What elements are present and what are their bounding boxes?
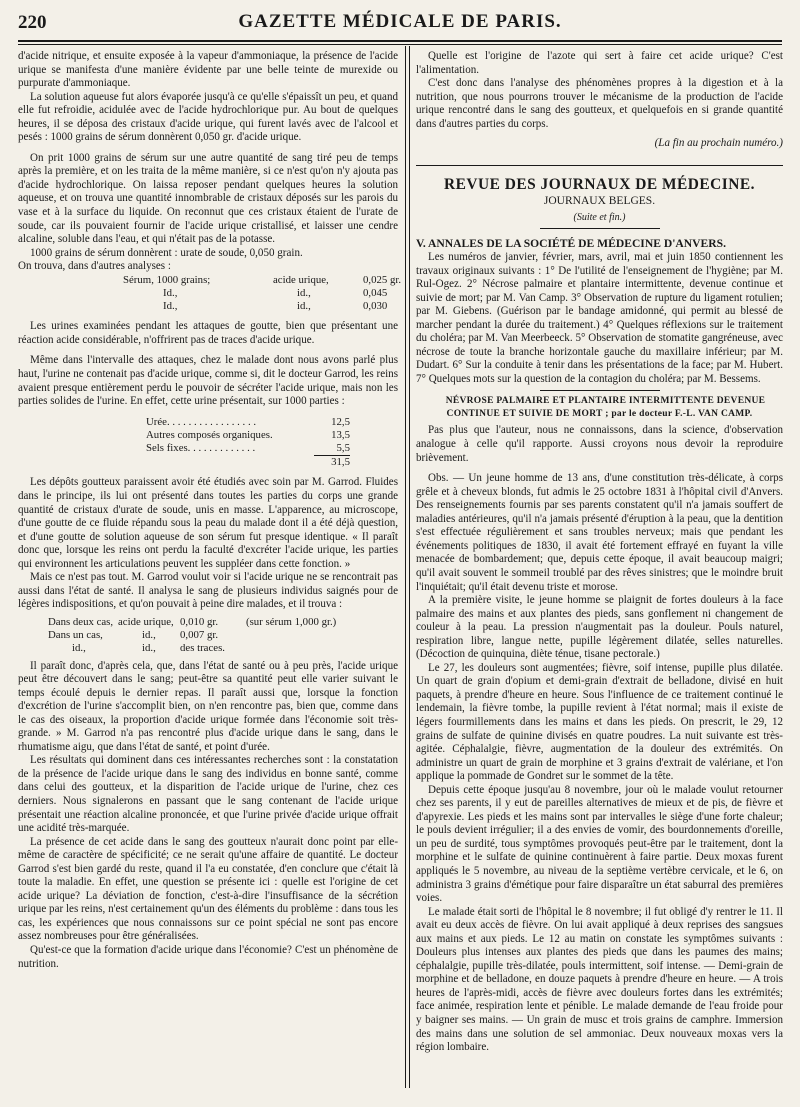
paragraph: Les résultats qui dominent dans ces intéressantes recherches sont : la constatation de la présence de l'acide urique dans le sang des individus en bonne santé, comme dans celui des goutteux, et la disparition de l'acide urique de l'urine, chez ces derniers. Nous signalerons en passant que le sang contenant de l'acide urique présentait une réaction alcaline prononcée, et que l'urine privée d'acide urique offrait une acidité très-marquée. (18, 754, 398, 835)
table-cell: 0,030 (363, 300, 388, 313)
page-number: 220 (18, 12, 47, 33)
paragraph: d'acide nitrique, et ensuite exposée à la vapeur d'ammoniaque, la présence de l'acide urique se manifesta d'une manière évidente par une belle teinte de murexide ou purpurate d'ammoniaque. (18, 50, 398, 90)
paragraph: La solution aqueuse fut alors évaporée jusqu'à ce qu'elle s'épaissît un peu, et quand elle fut refroidie, acidulée avec de l'acide hydrochlorique pur. Au bout de quelques heures, il se déposa des cristaux d'acide urique, qui furent lavés avec de l'alcool et pesés : 1000 grains de sérum donnèrent 0,050 gr. d'acide urique. (18, 90, 398, 144)
paragraph: Les numéros de janvier, février, mars, avril, mai et juin 1850 contiennent les travaux originaux suivants : 1° De l'utilité de l'enseignement de l'hygiène; par M. Rul-Ogez. 2° Nécrose palmaire et plantaire intermittente, devenue continue et suivie de mort; par M. Van Camp. 3° Observation de rupture du ligament rotulien; par M. Giebens. (Guérison par le bandage amidonné, qui permit au blessé de marcher pendant la durée du traitement.) 4° Quelques réflexions sur le traitement du choléra; par M. Van Meerbeeck. 5° Observation de stomatite gangréneuse, avec nécrose de toute la branche horizontale gauche du maxillaire inférieur; par M. Dudart. 6° Sur la conduite à tenir dans les présentations de la face; par M. Hubert. 7° Quelques mots sur la question de la contagion du choléra; par M. Bessems. (416, 251, 783, 385)
column-divider-thin (409, 46, 410, 1088)
table-cell: id., (297, 300, 311, 313)
table-cell: Sels fixes. . . . . . . . . . . . . (146, 442, 256, 455)
table-cell: Autres composés organiques. (146, 428, 273, 441)
table-cell: des traces. (180, 642, 225, 655)
table-cell: Id., (163, 300, 178, 313)
table-total: 31,5 (314, 455, 350, 469)
paragraph: Obs. — Un jeune homme de 13 ans, d'une constitution très-délicate, à corps grêle et à cheveux blonds, fut admis le 25 octobre 1831 à l'hôpital civil d'Anvers. Des renseignements fournis par ses parents constatent qu'il n'a jamais souffert de maladies antérieures, qu'il n'a jamais présenté d'éruption à la peau, que la dentition s'est effectuée régulièrement et sans troubles nerveux; mais que pendant les événements politiques de 1830, il avait été fortement effrayé en fuyant la ville menacée de bombardement; que, depuis cette époque, il avait beaucoup maigri; qu'il avait souvent le sommeil troublé par des rêves sinistres; que le moindre bruit l'inquiétait; qu'il était devenu triste et morose. (416, 472, 783, 593)
continued-note: (Suite et fin.) (573, 211, 626, 223)
table-cell: 0,045 (363, 286, 388, 299)
left-column (18, 50, 402, 971)
table-cell: Id., (163, 286, 178, 299)
serum-table (123, 273, 402, 314)
separator (540, 228, 660, 229)
paragraph: Qu'est-ce que la formation d'acide urique dans l'économie? C'est un phénomène de nutrition. (18, 944, 398, 970)
table-cell: id., (142, 642, 156, 655)
paragraph: A la première visite, le jeune homme se plaignit de fortes douleurs à la face palmaire des mains et aux plantes des pieds, sans gonflement ni changement de couleur à la peau. La pression n'augmentait pas la douleur. Pouls naturel, respiration libre, langue nette, pupille légèrement dilatée, selles naturelles. (Décoction de quinquina, diète ténue, tisane pectorale.) (416, 594, 783, 661)
paragraph: Les urines examinées pendant les attaques de goutte, bien que présentant une réaction acide considérable, n'offrirent pas de traces d'acide urique. (18, 320, 398, 346)
table-cell: (sur sérum 1,000 gr.) (246, 615, 337, 628)
table-cell: id., (142, 629, 156, 642)
table-cell: 0,010 gr. (180, 615, 219, 628)
paragraph: On trouva, dans d'autres analyses : (18, 260, 171, 273)
section-subtitle: JOURNAUX BELGES. (543, 195, 656, 208)
table-cell: Urée. . . . . . . . . . . . . . . . . (146, 415, 257, 428)
paragraph: Il paraît donc, d'après cela, que, dans l'état de santé ou à peu près, l'acide urique peut être découvert dans le sang; peut-être sa quantité peut elle varier suivant le temps écoulé depuis le dernier repas. Il paraît aussi que, lorsque la fonction d'excrétion de l'urine s'accomplit bien, on n'en rencontre pas, bien que, comme dans le cas des oiseaux, la proportion d'acide urique formée dans l'économie soit très-grande. » M. Garrod n'a pas rencontré plus d'acide urique dans le sang, dans le rhumatisme aigu, que dans l'état de santé, et point d'urée. (18, 659, 398, 753)
table-cell: 5,5 (336, 442, 350, 455)
section-title: REVUE DES JOURNAUX DE MÉDECINE. (416, 165, 783, 192)
paragraph: Depuis cette époque jusqu'au 8 novembre, jour où le malade voulut retourner chez ses parents, il y eut de pareilles alternatives de mieux et de pis, de fièvre et d'apyrexie. Les pieds et les mains sont par intervalles le siège d'une forte chaleur; le pouls devient irrégulier; il a des envies de vomir, des bourdonnements d'oreille, un peu de surdité, tous symptômes provoqués peut-être par le traitement, dont la morphine et le sulfate de quinine continuèrent à faire partie. Deux moxas furent appliqués le 5 novembre, au niveau de la septième vertèbre cervicale, et le 6, on administra 3 grains d'émétique pour faire disparaître un état saburral des premières voies. (416, 783, 783, 905)
column-divider (405, 46, 406, 1088)
paragraph: Le malade était sorti de l'hôpital le 8 novembre; il fut obligé d'y rentrer le 11. Il avait eu deux accès de fièvre. On lui avait appliqué à deux reprises des sangsues aux mains et aux pieds. Le 12 au matin on constate les symptômes suivants : Douleurs plus intenses aux plantes des pieds que dans les paumes des mains; céphalalgie, pupille très-dilatée, pouls intermittent, soif intense. — Demi-grain de morphine et de belladone, en douze paquets à prendre d'heure en heure. — A trois heures de l'après-midi, accès de fièvre avec douleurs fortes dans les extrémités; face animée, respiration lente et pénible. Le malade demande de l'eau froide pour y baigner ses mains. — Un grain de musc et trois grains de camphre. Immersion des mains dans une solution de sel ammoniac. Deux nouveaux moxas vers la région lombaire. (416, 905, 783, 1054)
paragraph: On prit 1000 grains de sérum sur une autre quantité de sang tiré peu de temps après la première, et on les traita de la même manière, si ce n'est qu'on n'y ajouta pas d'acide hydrochlorique. On laissa reposer pendant quelques heures la solution aqueuse, et on trouva une quantité innombrable de cristaux déposés sur les parois du vase et à la surface du liquide. On reconnut que ces cristaux étaient de l'urate de soude, car ils pouvaient fournir de l'acide urique cristallisé, et laisser une cendre alcaline, soluble dans l'eau, et qui n'était pas de la potasse. (18, 151, 398, 246)
table-cell: acide urique, (273, 273, 329, 286)
paragraph: Pas plus que l'auteur, nous ne connaissons, dans la science, d'observation analogue à celle qu'il rapporte. Aussi croyons nous devoir la reproduire brièvement. (416, 424, 783, 464)
paragraph: La présence de cet acide dans le sang des goutteux n'aurait donc point par elle-même de caractère de spécificité; ce ne serait qu'une affaire de quantité. Le docteur Garrod s'est bien gardé du reste, quand il l'a eu constatée, d'en conclure que c'était là toute la maladie. En effet, une question se présente ici : quelle est l'origine de cet acide urique? La déviation de fonction, c'est-à-dire l'insuffisance de la sécrétion urique par les reins, n'est certainement qu'un des éléments du problème : dans tous les cas, les expériences que nous connaissons sur ce point spécial ne sont pas encore assez nombreuses pour être généralisées. (18, 835, 398, 943)
table-cell: Sérum, 1000 grains; (123, 273, 211, 286)
table-cell: acide urique, (118, 615, 174, 628)
table-cell: 13,5 (331, 428, 350, 441)
table-cell: id., (72, 642, 86, 655)
paragraph: Mais ce n'est pas tout. M. Garrod voulut voir si l'acide urique ne se rencontrait pas aussi dans l'état de santé. Il analysa le sang de plusieurs individus saignés pour de légères indispositions, et qu'on pouvait à peine dire malades, et il trouva : (18, 571, 398, 611)
table-cell: 0,007 gr. (180, 629, 219, 642)
paragraph: Même dans l'intervalle des attaques, chez le malade dont nous avons parlé plus haut, l'urine ne contenait pas d'acide urique, comme si, dit le docteur Garrod, les reins avaient presque entièrement perdu le pouvoir de sécréter l'acide urique, mais non les parties solides de l'urine. En effet, cette urine présentait, sur 1000 parties : (18, 354, 398, 408)
paragraph: Quelle est l'origine de l'azote qui sert à faire cet acide urique? C'est l'alimentation. (416, 50, 783, 76)
healthy-table (48, 616, 398, 656)
subsection-heading: V. ANNALES DE LA SOCIÉTÉ DE MÉDECINE D'ANVERS. (416, 237, 726, 251)
paragraph: Les dépôts goutteux paraissent avoir été étudiés avec soin par M. Garrod. Fluides dans le principe, ils lui ont présenté dans toutes les parties du corps une grande quantité de cristaux d'urate de soude, unis en masse. L'apparence, au microscope, d'une goutte de ce fluide répandu sous la peau du malade dont il a été déjà question, et d'une goutte de solution aqueuse de son sérum fut presque identique. « Il paraît donc que, lorsque les reins ont perdu la faculté d'excréter l'acide urique, les parties qui environnent les articulations peuvent les suppléer dans cette fonction. » (18, 476, 398, 570)
continuation-note: (La fin au prochain numéro.) (654, 137, 783, 150)
right-column (416, 50, 783, 1055)
header-rule (18, 40, 782, 42)
article-heading: NÉVROSE PALMAIRE ET PLANTAIRE INTERMITTENTE DEVENUE CONTINUE ET SUIVIE DE MORT ; par le docteur F.-L. VAN CAMP. (445, 396, 766, 419)
table-cell: Dans un cas, (48, 629, 103, 642)
table-cell: Dans deux cas, (48, 615, 114, 628)
table-cell: id., (297, 286, 311, 299)
paragraph: 1000 grains de sérum donnèrent : urate de soude, 0,050 grain. (30, 246, 303, 259)
header-rule-thin (18, 44, 782, 45)
paragraph: C'est donc dans l'analyse des phénomènes propres à la digestion et à la nutrition, que nous pourrons trouver le mécanisme de la production de l'acide urique rencontré dans le sang des goutteux, et quelquefois en si grande quantité dans d'autres parties du corps. (416, 77, 783, 130)
paragraph: Le 27, les douleurs sont augmentées; fièvre, soif intense, pupille plus dilatée. Un quart de grain d'opium et demi-grain d'extrait de belladone, divisé en huit paquets, à prendre d'heure en heure. Sous l'influence de ce traitement continué le lendemain, la fièvre tombe, la pupille revient à l'état normal; mais il existe de légers fourmillements dans les mains et dans les pieds. On prescrit, le 29, 12 grains de sulfate de quinine divisés en quatre poudres. La nuit suivante est très-agitée. Céphalalgie, fièvre, augmentation de la douleur des extrémités. On administre un quart de grain de morphine et 3 grains d'extrait de valériane, et l'on applique la pommade de Gondret sur le sommet de la tête. (416, 661, 783, 783)
page-header (18, 10, 782, 44)
table-cell: 12,5 (331, 415, 350, 428)
journal-title: GAZETTE MÉDICALE DE PARIS. (238, 11, 562, 32)
table-cell: 0,025 gr. (363, 273, 402, 286)
urine-table (146, 416, 398, 470)
separator (540, 390, 660, 391)
